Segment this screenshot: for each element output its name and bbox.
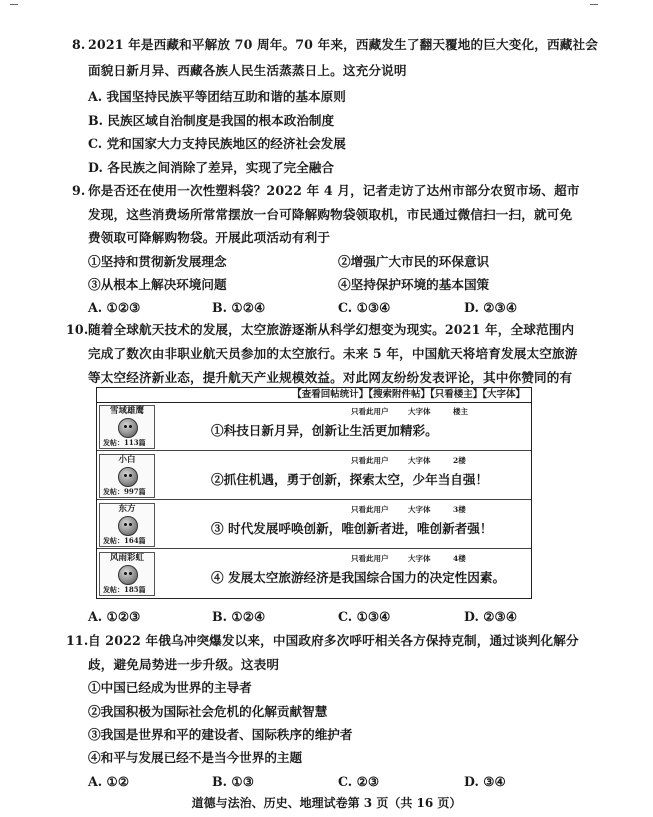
question-text-line: 完成了数次由非职业航天员参加的太空旅行。未来 5 年，中国航天将培育发展太空旅游 [88, 346, 578, 361]
statement-3: ③我国是世界和平的建设者、国际秩序的维护者 [88, 727, 353, 742]
username: 东方 [118, 504, 136, 514]
forum-post [97, 452, 531, 500]
option-b[interactable]: B. 民族区域自治制度是我国的根本政治制度 [88, 113, 335, 128]
post-count: 发帖：164篇 [103, 536, 146, 545]
username: 小白 [118, 455, 136, 465]
large-font-link: 大字体 [408, 505, 431, 514]
post-count: 发帖：997篇 [103, 487, 146, 496]
option-b[interactable]: B. ①③ [212, 774, 254, 789]
option-a[interactable]: A. ①②③ [88, 300, 141, 315]
avatar [118, 516, 138, 536]
option-c[interactable]: C. 党和国家大力支持民族地区的经济社会发展 [88, 136, 346, 151]
username: 雪域雄鹰 [109, 406, 144, 416]
option-c[interactable]: C. ②③ [338, 774, 380, 789]
statement-1: ①坚持和贯彻新发展理念 [88, 254, 227, 269]
post-comment: ④ 发展太空旅游经济是我国综合国力的决定性因素。 [211, 570, 506, 585]
forum-toolbar: 【查看回帖统计】【搜索附件帖】【只看楼主】【大字体】 [97, 388, 531, 403]
option-d[interactable]: D. ②③④ [464, 300, 518, 315]
page-footer: 道德与法治、历史、地理试卷第 3 页（共 16 页） [191, 796, 462, 810]
avatar [118, 418, 138, 438]
option-c[interactable]: C. ①③④ [338, 609, 391, 624]
option-d[interactable]: D. ③④ [464, 774, 506, 789]
question-text-line: 你是否还在使用一次性塑料袋？2022 年 4 月，记者走访了达州市部分农贸市场、超市 [88, 183, 580, 198]
question-text-line: 费领取可降解购物袋。开展此项活动有利于 [88, 230, 331, 245]
question-number: 11. [66, 633, 89, 648]
statement-1: ①中国已经成为世界的主导者 [88, 680, 252, 695]
floor-label: 楼主 [453, 407, 468, 416]
question-text-line: 自 2022 年俄乌冲突爆发以来，中国政府多次呼吁相关各方保持克制，通过谈判化解分 [88, 633, 579, 648]
option-d[interactable]: D. ②③④ [464, 609, 518, 624]
only-view-user-link: 只看此用户 [351, 505, 389, 514]
question-text-line: 发现，这些消费场所常常摆放一台可降解购物袋领取机，市民通过微信扫一扫，就可免 [88, 207, 573, 222]
post-count: 发帖：185篇 [103, 585, 146, 594]
post-comment: ①科技日新月异，创新让生活更加精彩。 [211, 423, 438, 438]
large-font-link: 大字体 [408, 456, 431, 465]
question-number: 8. [72, 37, 86, 52]
question-number: 10. [66, 322, 89, 337]
user-panel [99, 503, 155, 547]
only-view-user-link: 只看此用户 [351, 407, 389, 416]
forum-post [97, 501, 531, 549]
only-view-user-link: 只看此用户 [351, 554, 389, 563]
user-panel [99, 405, 155, 449]
floor-label: 4楼 [453, 554, 466, 563]
statement-4: ④坚持保护环境的基本国策 [338, 277, 490, 292]
option-a[interactable]: A. ①②③ [88, 609, 141, 624]
question-text-line: 歧，避免局势进一步升级。这表明 [88, 657, 280, 672]
large-font-link: 大字体 [408, 407, 431, 416]
avatar [118, 565, 138, 585]
large-font-link: 大字体 [408, 554, 431, 563]
question-text-line: 面貌日新月异、西藏各族人民生活蒸蒸日上。这充分说明 [88, 63, 407, 78]
floor-label: 2楼 [453, 456, 466, 465]
option-d[interactable]: D. 各民族之间消除了差异，实现了完全融合 [88, 160, 334, 175]
forum-post [97, 550, 531, 598]
user-panel [99, 454, 155, 498]
statement-4: ④和平与发展已经不是当今世界的主题 [88, 750, 303, 765]
option-b[interactable]: B. ①②④ [212, 609, 266, 624]
statement-2: ②增强广大市民的环保意识 [338, 254, 490, 269]
option-c[interactable]: C. ①③④ [338, 300, 391, 315]
forum-screenshot [96, 387, 532, 599]
username: 风雨彩虹 [109, 553, 144, 563]
post-count: 发帖：113篇 [103, 438, 146, 447]
corner-mark [590, 0, 598, 5]
statement-3: ③从根本上解决环境问题 [88, 277, 227, 292]
user-panel [99, 552, 155, 596]
option-a[interactable]: A. ①② [88, 774, 130, 789]
corner-mark [10, 0, 18, 5]
post-comment: ③ 时代发展呼唤创新，唯创新者进，唯创新者强！ [211, 521, 493, 536]
floor-label: 3楼 [453, 505, 466, 514]
option-b[interactable]: B. ①②④ [212, 300, 266, 315]
post-comment: ②抓住机遇，勇于创新，探索太空，少年当自强！ [211, 472, 489, 487]
question-text-line: 等太空经济新业态，提升航天产业规模效益。对此网友纷纷发表评论，其中你赞同的有 [88, 370, 573, 385]
forum-post [97, 403, 531, 451]
question-number: 9. [72, 183, 86, 198]
statement-2: ②我国积极为国际社会危机的化解贡献智慧 [88, 704, 328, 719]
option-a[interactable]: A. 我国坚持民族平等团结互助和谐的基本原则 [88, 89, 346, 104]
question-text-line: 2021 年是西藏和平解放 70 周年。70 年来，西藏发生了翻天覆地的巨大变化，西藏社会 [88, 37, 598, 52]
avatar [118, 467, 138, 487]
only-view-user-link: 只看此用户 [351, 456, 389, 465]
question-text-line: 随着全球航天技术的发展，太空旅游逐渐从科学幻想变为现实。2021 年，全球范围内 [88, 322, 575, 337]
